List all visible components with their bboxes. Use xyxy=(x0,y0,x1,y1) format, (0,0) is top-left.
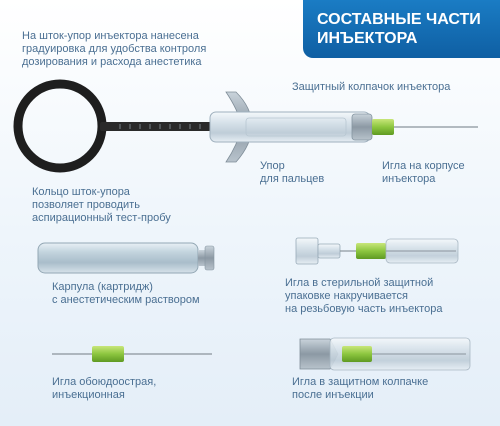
title-line-1: СОСТАВНЫЕ ЧАСТИ xyxy=(317,11,481,28)
needle-hub-main xyxy=(372,119,394,135)
plunger-rod xyxy=(100,122,225,131)
cartridge-cap xyxy=(205,246,214,270)
diagram-title xyxy=(303,0,500,58)
needle-hub-after xyxy=(342,346,372,362)
needle-double xyxy=(52,346,212,362)
plunger-ring xyxy=(18,84,102,168)
title-line-2: ИНЪЕКТОРА xyxy=(317,30,418,47)
injector-main xyxy=(18,84,478,168)
label-cartridge: Карпула (картридж) с анестетическим раствором xyxy=(52,281,200,306)
cartridge xyxy=(38,243,214,273)
label-protective-cap: Защитный колпачок инъектора xyxy=(292,81,451,93)
label-needle-sterile: Игла в стерильной защитной упаковке накручивается на резьбовую часть инъектора xyxy=(285,277,443,315)
needle-after-injection xyxy=(300,338,470,370)
label-finger-rest: Упор для пальцев xyxy=(260,160,325,185)
needle-hub-sterile xyxy=(356,243,386,259)
label-graduation: На шток-упор инъектора нанесена градуировка для удобства контроля дозирования и расхода анестетика xyxy=(22,30,207,68)
cartridge-body xyxy=(38,243,198,273)
needle-sterile-package xyxy=(296,238,458,264)
injector-cap-end xyxy=(352,114,372,140)
label-ring: Кольцо шток-упора позволяет проводить аспирационный тест-пробу xyxy=(32,186,171,224)
label-needle-on-body: Игла на корпусе инъектора xyxy=(382,160,465,185)
label-needle-after: Игла в защитном колпачке после инъекции xyxy=(292,376,429,401)
label-needle-double: Игла обоюдоострая, инъекционная xyxy=(52,376,157,401)
needle-hub-double xyxy=(92,346,124,362)
